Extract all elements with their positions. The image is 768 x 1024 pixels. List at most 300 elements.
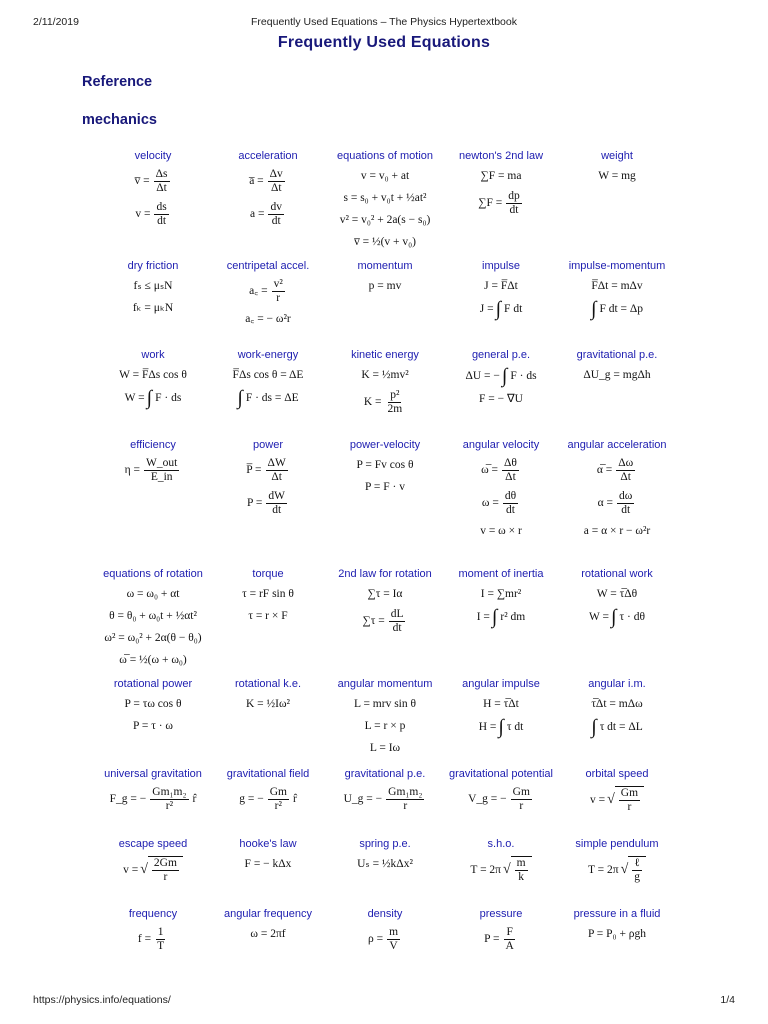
equation-text: ω̅ = ½(ω + ω₀) (119, 653, 187, 666)
equation-text: τ = r × F (248, 609, 288, 622)
equation-cell (439, 439, 563, 545)
equation-group (91, 696, 215, 734)
radical-sign: √ (502, 862, 511, 878)
numerator: dv (270, 201, 282, 213)
equation-group (323, 278, 447, 294)
equation-cell (91, 838, 215, 890)
equation-cell (439, 678, 563, 742)
equation (439, 300, 563, 318)
equation-title: equations of motion (336, 150, 433, 162)
page-url: https://physics.info/equations/ (33, 994, 171, 1006)
equation-group (206, 586, 330, 624)
denominator: dt (505, 504, 515, 516)
equation-lhs: v̅ = (134, 175, 150, 188)
equation-cell (555, 150, 679, 190)
print-date: 2/11/2019 (33, 16, 79, 28)
equation-title: rotational k.e. (234, 678, 302, 690)
equation-lhs: I = (476, 610, 490, 623)
denominator: dt (509, 204, 519, 216)
fraction (389, 608, 406, 635)
equation-text: P = P₀ + ρgh (587, 927, 647, 940)
equation (91, 201, 215, 228)
equation-group (91, 278, 215, 316)
equation-lhs: U_g = − (343, 793, 383, 806)
equation-group (439, 856, 563, 884)
integrand: r² dm (500, 610, 526, 623)
equation-text: ∑τ = Iα (367, 587, 403, 600)
equation-lhs: v = (135, 208, 151, 221)
equation (206, 278, 330, 305)
equation-title: orbital speed (585, 768, 649, 780)
equation-lhs: g = − (239, 793, 264, 806)
equation-title: 2nd law for rotation (338, 568, 432, 580)
equation (323, 212, 447, 228)
fraction (503, 490, 518, 517)
numerator: Gm₁m₂ (388, 786, 423, 798)
equation-cell (91, 678, 215, 740)
fraction (154, 168, 170, 195)
equation-cell (206, 260, 330, 333)
equation (323, 190, 447, 206)
equation-cell (91, 260, 215, 322)
equation-text: ω = ω₀ + αt (126, 587, 180, 600)
fraction (506, 190, 522, 217)
equation-text: P = τ · ω (133, 719, 173, 732)
equation (206, 168, 330, 195)
equation-title: pressure (479, 908, 523, 920)
numerator: Gm (269, 786, 287, 798)
equation-rhs: r̂ (192, 793, 197, 806)
equation-text: v² = v₀² + 2a(s − s₀) (339, 213, 431, 226)
numerator: F (506, 926, 513, 938)
numerator: W_out (146, 457, 178, 469)
equation-text: ∑F = ma (480, 169, 522, 182)
equation-cell (206, 838, 330, 878)
equation (439, 278, 563, 294)
equation-cell (555, 838, 679, 890)
equation-lhs: H = (478, 720, 497, 733)
integral-sign: ∫ (491, 606, 498, 628)
fraction (619, 787, 640, 814)
equation-cell (91, 768, 215, 819)
equation (555, 856, 679, 884)
equation-group (206, 926, 330, 942)
page-number: 1/4 (720, 994, 735, 1006)
equation (555, 786, 679, 814)
integrand: F dt (504, 302, 523, 315)
equation-group (439, 168, 563, 217)
equation (439, 391, 563, 407)
equation-text: F̅Δs cos θ = ΔE (232, 368, 304, 381)
equation-group (439, 926, 563, 953)
equation-group (555, 457, 679, 539)
equation-cell (323, 150, 447, 256)
integral-sign: ∫ (611, 606, 617, 628)
integral-sign: ∫ (590, 298, 597, 320)
section-heading-mechanics: mechanics (82, 112, 157, 128)
radical-sign: √ (620, 862, 629, 878)
denominator: r² (165, 800, 174, 812)
equation-group (323, 696, 447, 756)
equation (206, 367, 330, 383)
equation-lhs: F_g = − (109, 793, 147, 806)
equation-lhs: W = (124, 391, 145, 404)
equation-text: P = Fv cos θ (356, 458, 414, 471)
fraction (268, 201, 284, 228)
numerator: 2Gm (153, 857, 177, 869)
equation (323, 367, 447, 383)
equation-title: moment of inertia (458, 568, 544, 580)
equation-group (206, 278, 330, 327)
integrand: F · ds = ΔE (245, 391, 299, 404)
denominator: r (519, 800, 524, 812)
equation-text: P = τω cos θ (124, 697, 182, 710)
equation-group (439, 786, 563, 813)
equation-text: fₖ = μₖN (132, 301, 174, 314)
equation-group (323, 168, 447, 250)
equation-text: θ = θ₀ + ω₀t + ½αt² (109, 609, 197, 622)
equation-title: impulse (482, 260, 520, 272)
equation-lhs: K = (363, 396, 382, 409)
equation-title: angular frequency (223, 908, 313, 920)
fraction (266, 457, 288, 484)
equation (439, 586, 563, 602)
equation-group (323, 786, 447, 813)
numerator: Δv (269, 168, 283, 180)
equation (91, 389, 215, 407)
equation (323, 608, 447, 635)
equation-text: a꜀ = − ω²r (245, 312, 291, 325)
equation (439, 786, 563, 813)
equation-group (323, 457, 447, 495)
fraction (386, 786, 424, 813)
denominator: g (634, 871, 641, 883)
equation (439, 457, 563, 484)
denominator: Δt (270, 182, 282, 194)
equation-title: velocity (134, 150, 172, 162)
equation (206, 926, 330, 942)
equation (206, 586, 330, 602)
equation-title: frequency (128, 908, 178, 920)
equation-text: fₛ ≤ μₛN (133, 279, 173, 292)
equation (555, 696, 679, 712)
numerator: dω (619, 490, 633, 502)
equation-cell (206, 150, 330, 234)
integrand: τ · dθ (619, 610, 645, 623)
equation (206, 786, 330, 813)
equation-lhs: v = (123, 863, 139, 876)
integrand: F · ds (155, 391, 182, 404)
denominator: T (157, 940, 165, 952)
equation (555, 523, 679, 539)
equation-title: angular momentum (337, 678, 433, 690)
equation-title: centripetal accel. (226, 260, 310, 272)
numerator: Δs (155, 168, 168, 180)
equation-group (91, 786, 215, 813)
equation-cell (323, 349, 447, 422)
equation-cell (439, 260, 563, 324)
equation-text: H = τ̅Δt (483, 697, 519, 710)
equation (439, 523, 563, 539)
equation-cell (439, 349, 563, 413)
equation-group (91, 856, 215, 884)
equation (91, 926, 215, 953)
equation (323, 856, 447, 872)
equation-cell (323, 908, 447, 959)
equation-cell (439, 568, 563, 632)
numerator: ds (156, 201, 167, 213)
equation-group (555, 278, 679, 318)
integrand: τ dt (506, 720, 524, 733)
equation-lhs: ΔU = − (465, 369, 500, 382)
numerator: p² (390, 389, 400, 401)
equation (91, 856, 215, 884)
square-root (503, 856, 532, 884)
equation-lhs: α̅ = (596, 464, 613, 477)
equation-title: dry friction (127, 260, 179, 272)
equation-title: hooke's law (239, 838, 297, 850)
numerator: m (516, 857, 526, 869)
equation-cell (91, 150, 215, 234)
equation-group (439, 586, 563, 626)
equation-group (91, 367, 215, 407)
equation-group (555, 786, 679, 814)
equation-cell (206, 349, 330, 413)
numerator: Gm₁m₂ (152, 786, 187, 798)
equation-text: τ̅Δt = mΔω (591, 697, 643, 710)
equation-group (555, 168, 679, 184)
radicand (148, 856, 183, 884)
equation-lhs: ∑τ = (362, 615, 385, 628)
fraction (268, 786, 289, 813)
equation (323, 479, 447, 495)
equation-title: density (367, 908, 403, 920)
equation-title: work (141, 349, 165, 361)
equation-text: ω = 2πf (250, 927, 286, 940)
fraction (511, 786, 532, 813)
equation-lhs: α = (597, 497, 614, 510)
equation (555, 300, 679, 318)
equation-cell (555, 768, 679, 820)
numerator: 1 (157, 926, 164, 938)
equation-text: W = mg (598, 169, 636, 182)
denominator: dt (392, 622, 402, 634)
equation-text: a = α × r − ω²r (583, 524, 651, 537)
square-root (607, 786, 644, 814)
integrand: τ dt = ΔL (599, 720, 643, 733)
equation (439, 190, 563, 217)
denominator: dt (621, 504, 631, 516)
equation-lhs: ω = (481, 497, 499, 510)
numerator: dL (390, 608, 404, 620)
equation (439, 696, 563, 712)
equation (323, 696, 447, 712)
equation-title: simple pendulum (575, 838, 659, 850)
equation (91, 586, 215, 602)
equation (555, 278, 679, 294)
equation (206, 608, 330, 624)
fraction (154, 201, 168, 228)
equation (555, 718, 679, 736)
equation-cell (555, 568, 679, 632)
equation (439, 718, 563, 736)
equation (323, 234, 447, 250)
equation (555, 168, 679, 184)
equation (206, 389, 330, 407)
equation-cell (206, 568, 330, 630)
equation-cell (91, 568, 215, 674)
equation-lhs: ω̅ = (481, 464, 499, 477)
equation (323, 718, 447, 734)
equation-title: pressure in a fluid (573, 908, 661, 920)
equation-title: angular impulse (462, 678, 540, 690)
equation-text: ω² = ω₀² + 2α(θ − θ₀) (104, 631, 202, 644)
fraction (150, 786, 188, 813)
numerator: dθ (504, 490, 517, 502)
equation-group (91, 586, 215, 668)
equation-cell (323, 439, 447, 501)
equation-text: v = v₀ + at (360, 169, 410, 182)
integral-sign: ∫ (495, 298, 502, 320)
denominator: Δt (156, 182, 167, 194)
denominator: r (403, 800, 408, 812)
equation-group (206, 168, 330, 228)
fraction (155, 926, 166, 953)
equation-group (91, 168, 215, 228)
equation-text: v = ω × r (480, 524, 522, 537)
equation-group (323, 926, 447, 953)
equation-title: gravitational p.e. (344, 768, 426, 780)
equation-cell (323, 838, 447, 878)
section-heading-reference: Reference (82, 74, 153, 90)
denominator: 2m (387, 403, 403, 415)
equation-lhs: P̅ = (246, 464, 262, 477)
numerator: ℓ (634, 857, 640, 869)
equation (91, 718, 215, 734)
equation-title: weight (601, 150, 633, 162)
equation-lhs: W = (589, 610, 610, 623)
equation-text: F = − kΔx (244, 857, 292, 870)
equation-text: L = mrv sin θ (353, 697, 417, 710)
equation-lhs: ∑F = (478, 197, 503, 210)
equation-text: P = F · v (365, 480, 405, 493)
equation (555, 608, 679, 626)
equation-text: F = − ∇U (479, 392, 523, 405)
equation-group (206, 856, 330, 872)
equation-cell (206, 908, 330, 948)
equation-group (439, 457, 563, 539)
equation-cell (555, 349, 679, 389)
equation (206, 696, 330, 712)
equation (91, 786, 215, 813)
equation (439, 856, 563, 884)
equation-cell (323, 768, 447, 819)
equation (91, 652, 215, 668)
equation-text: J = F̅Δt (484, 279, 518, 292)
equation-cell (323, 260, 447, 300)
numerator: Gm (620, 787, 639, 799)
equation (91, 630, 215, 646)
equation (439, 367, 563, 385)
equation-title: momentum (357, 260, 413, 272)
integral-sign: ∫ (237, 387, 243, 409)
equation-cell (91, 349, 215, 413)
equation-group (206, 457, 330, 517)
equation-group (206, 786, 330, 813)
fraction (144, 457, 179, 484)
equation-lhs: f = (137, 933, 152, 946)
equation (206, 311, 330, 327)
equation (555, 367, 679, 383)
equation-lhs: v = (589, 793, 606, 806)
equation-lhs: a = (250, 208, 265, 221)
print-page-title: Frequently Used Equations – The Physics Hypertextbook (251, 16, 517, 28)
radical-sign: √ (607, 792, 615, 808)
integral-sign: ∫ (591, 716, 597, 738)
equation-cell (206, 768, 330, 819)
equation-title: angular acceleration (567, 439, 667, 451)
equation-cell (323, 678, 447, 762)
equation-text: I = ∑mr² (480, 587, 522, 600)
equation (323, 168, 447, 184)
square-root (621, 856, 646, 884)
equation (439, 608, 563, 626)
equation-lhs: P = (484, 933, 500, 946)
equation-title: power (253, 439, 283, 451)
radical-sign: √ (140, 862, 148, 878)
fraction (268, 168, 285, 195)
numerator: Gm (512, 786, 530, 798)
denominator: r² (274, 800, 282, 812)
equation (91, 457, 215, 484)
equation-title: impulse-momentum (568, 260, 666, 272)
equation-title: power-velocity (349, 439, 421, 451)
integrand: F · ds (510, 369, 537, 382)
equation-cell (323, 568, 447, 641)
denominator: V (389, 940, 398, 952)
integrand: F dt = Δp (599, 302, 644, 315)
equation (439, 490, 563, 517)
equation-group (439, 278, 563, 318)
equation-title: efficiency (130, 439, 176, 451)
equation-title: gravitational potential (449, 768, 553, 780)
numerator: Δθ (504, 457, 517, 469)
fraction (385, 389, 404, 416)
equation-cell (439, 768, 563, 819)
numerator: ΔW (267, 457, 286, 469)
denominator: r (163, 871, 168, 883)
equation-title: kinetic energy (351, 349, 419, 361)
equation-title: newton's 2nd law (458, 150, 544, 162)
fraction (616, 457, 635, 484)
equation-text: p = mv (368, 279, 402, 292)
equation-title: angular i.m. (588, 678, 646, 690)
equation-text: ΔU_g = mgΔh (583, 368, 651, 381)
equation-cell (91, 439, 215, 490)
equation-title: equations of rotation (103, 568, 203, 580)
equation-lhs: a꜀ = (249, 285, 268, 298)
equation-lhs: ρ = (367, 933, 384, 946)
equation (323, 586, 447, 602)
equation-group (206, 696, 330, 712)
equation-text: K = ½Iω² (245, 697, 290, 710)
equation-group (439, 367, 563, 407)
equation-text: W = F̅Δs cos θ (119, 368, 187, 381)
equation-group (555, 586, 679, 626)
equation-lhs: V_g = − (468, 793, 507, 806)
equation-cell (91, 908, 215, 959)
equation-title: s.h.o. (487, 838, 515, 850)
